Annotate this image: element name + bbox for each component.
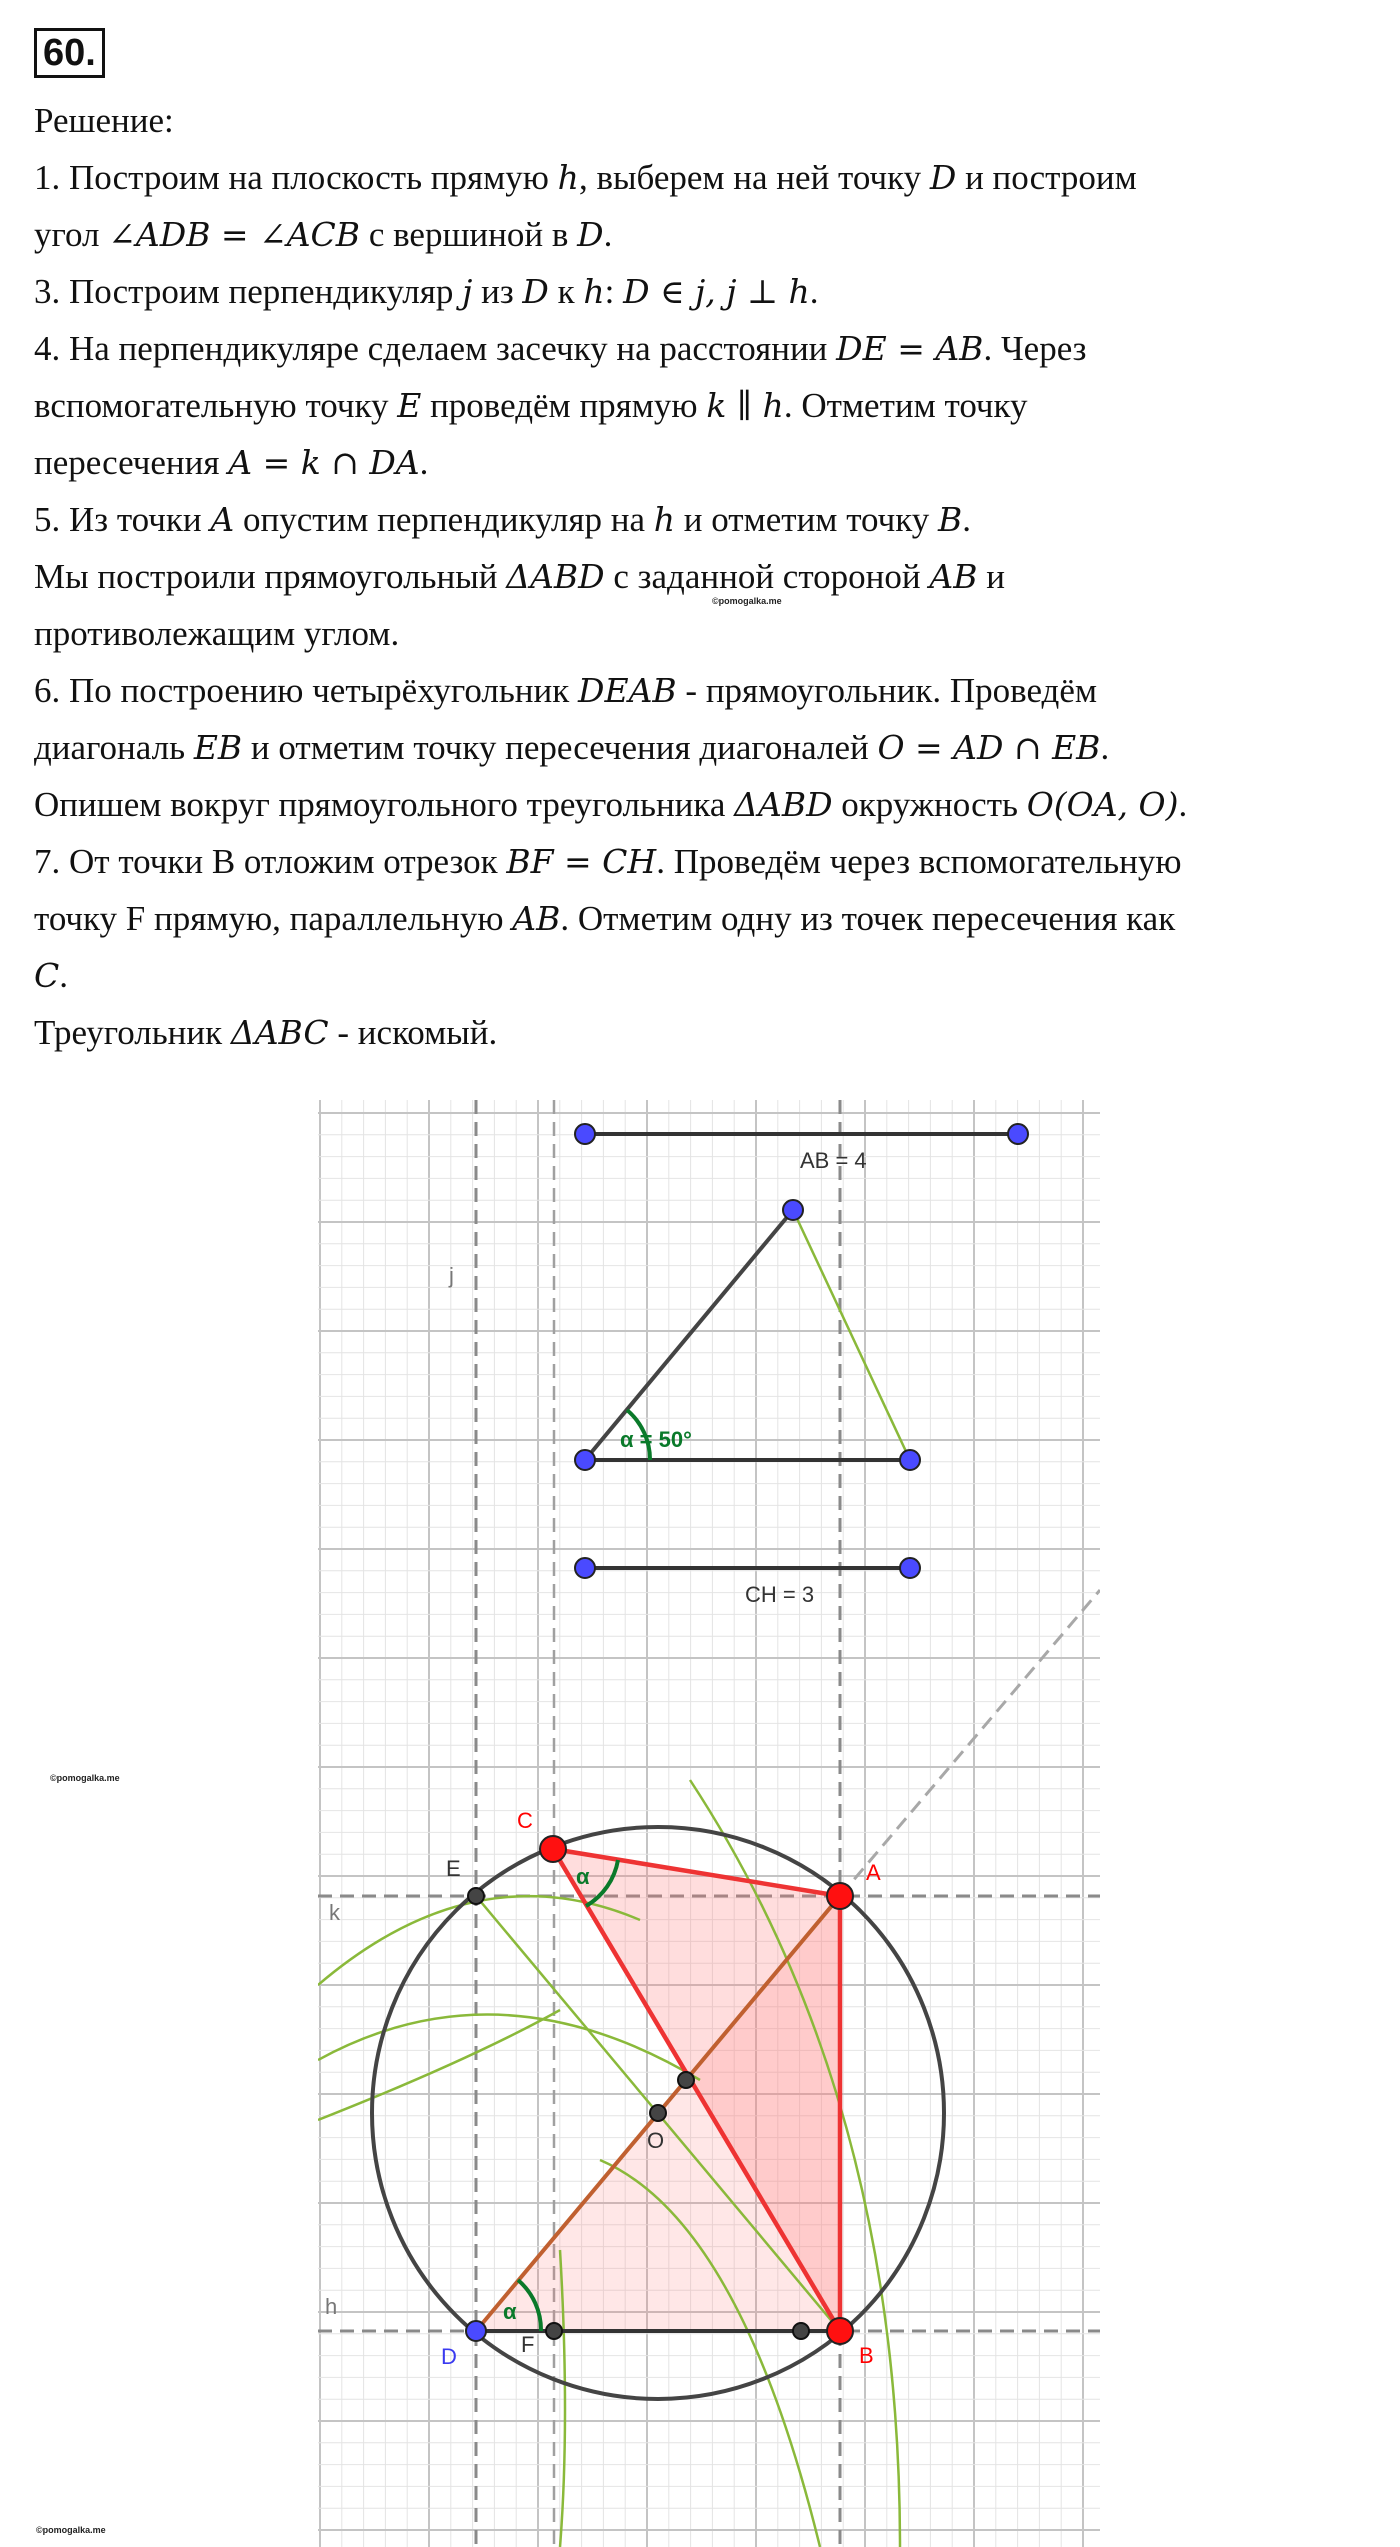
point-ch-right [900, 1558, 920, 1578]
text-run: и отметим точку [675, 500, 938, 539]
math-expression: O = AD ∩ EB [877, 728, 1101, 767]
point-o [650, 2105, 666, 2121]
text-run: точку F прямую, параллельную [34, 899, 513, 938]
solution-line [34, 947, 1384, 1004]
solution-line [34, 605, 1384, 662]
math-expression: AB [512, 899, 561, 938]
solution-line [34, 263, 1384, 320]
text-run: Опишем вокруг прямоугольного треугольника [34, 785, 735, 824]
math-expression: BF = CH [506, 842, 657, 881]
text-run: и отметим точку пересечения диагоналей [242, 728, 878, 767]
label-point-f: F [521, 2332, 535, 2357]
text-run: . [1100, 728, 1110, 767]
solution-line [34, 1004, 1384, 1061]
math-expression: D [929, 158, 957, 197]
solution-line [34, 833, 1384, 890]
point-angle-right [900, 1450, 920, 1470]
math-expression: D ∈ j, j ⊥ h [623, 272, 810, 311]
solution-line [34, 149, 1384, 206]
text-run: вспомогательную точку [34, 386, 398, 425]
math-expression: EB [193, 728, 243, 767]
math-expression: DEAB [578, 671, 677, 710]
solution-line [34, 491, 1384, 548]
label-line-h: h [325, 2294, 338, 2319]
text-run: . Через [983, 329, 1087, 368]
label-ab-length: AB = 4 [800, 1148, 867, 1173]
math-expression: h [583, 272, 605, 311]
solution-heading: Решение: [34, 101, 174, 140]
text-run: опустим перпендикуляр на [234, 500, 654, 539]
text-run: . [603, 215, 613, 254]
text-run: 6. По построению четырёхугольник [34, 671, 579, 710]
point-ab-right [1008, 1124, 1028, 1144]
text-run: - прямоугольник. Проведём [676, 671, 1098, 710]
math-expression: A [210, 500, 235, 539]
text-run: . [962, 500, 972, 539]
label-angle-c: α [576, 1864, 590, 1889]
solution-lines [34, 149, 1384, 1061]
point-g [793, 2323, 809, 2339]
math-expression: ΔABC [230, 1013, 329, 1052]
label-line-j: j [449, 1263, 454, 1288]
text-run: угол [34, 215, 109, 254]
solution-line [34, 662, 1384, 719]
math-expression: h [557, 158, 579, 197]
text-run: и [977, 557, 1005, 596]
text-run: с вершиной в [360, 215, 578, 254]
label-point-a: A [866, 1860, 881, 1885]
solution-line [34, 377, 1384, 434]
solution-line [34, 548, 1384, 605]
point-angle-vertex [575, 1450, 595, 1470]
math-expression: j [462, 272, 473, 311]
point-b [827, 2318, 853, 2344]
label-point-e: E [446, 1856, 461, 1881]
text-run: . Проведём через вспомогательную [656, 842, 1182, 881]
text-run: : [604, 272, 624, 311]
text-run: с заданной стороной [604, 557, 930, 596]
text-run: . [809, 272, 819, 311]
label-angle-given: α = 50° [620, 1427, 692, 1452]
watermark: ©pomogalka.me [712, 596, 782, 606]
math-expression: ΔABD [506, 557, 605, 596]
text-run: окружность [832, 785, 1027, 824]
math-expression: AB [929, 557, 978, 596]
text-run: и построим [956, 158, 1137, 197]
text-run: . [59, 956, 68, 995]
text-run: 4. На перпендикуляре сделаем засечку на расстоянии [34, 329, 837, 368]
math-expression: O(OA, O) [1026, 785, 1179, 824]
segment-green-top [793, 1210, 910, 1460]
text-run: Треугольник [34, 1013, 231, 1052]
text-run: к [548, 272, 584, 311]
arc-bf [318, 2010, 560, 2120]
label-point-b: B [859, 2343, 874, 2368]
point-ch-left [575, 1558, 595, 1578]
text-run: Мы построили прямоугольный [34, 557, 507, 596]
math-expression: B [938, 500, 963, 539]
point-c [540, 1836, 566, 1862]
watermark: ©pomogalka.me [50, 1773, 120, 1783]
solution-line [34, 434, 1384, 491]
point-e [468, 1888, 484, 1904]
text-run: проведём прямую [421, 386, 707, 425]
math-expression: h [653, 500, 676, 539]
text-run: 1. Построим на плоскость прямую [34, 158, 558, 197]
text-run: 7. От точки В отложим отрезок [34, 842, 507, 881]
text-run: . Отметим точку [783, 386, 1028, 425]
point-ab-left [575, 1124, 595, 1144]
math-expression: k ∥ h [706, 386, 784, 425]
text-run: 3. Построим перпендикуляр [34, 272, 463, 311]
label-point-d: D [441, 2344, 457, 2369]
point-angle-top [783, 1200, 803, 1220]
solution-line [34, 719, 1384, 776]
math-expression: E [397, 386, 422, 425]
point-intersection [678, 2072, 694, 2088]
solution-line [34, 206, 1384, 263]
solution-text [34, 92, 1384, 1061]
label-line-k: k [329, 1900, 340, 1925]
math-expression: ΔABD [734, 785, 833, 824]
text-run: . [419, 443, 429, 482]
text-run: - искомый. [328, 1013, 498, 1052]
angle-ray-1 [585, 1210, 793, 1460]
text-run: , выберем на ней точку [578, 158, 930, 197]
solution-line [34, 776, 1384, 833]
label-point-o: O [647, 2128, 665, 2153]
solution-line [34, 320, 1384, 377]
text-run: из [472, 272, 523, 311]
text-run: 5. Из точки [34, 500, 211, 539]
solution-line [34, 890, 1384, 947]
math-expression: ∠ADB = ∠ACB [108, 215, 361, 254]
math-expression: C [34, 956, 60, 995]
math-expression: D [522, 272, 549, 311]
label-angle-d: α [503, 2299, 517, 2324]
text-run: пересечения [34, 443, 229, 482]
math-expression: D [577, 215, 604, 254]
watermark: ©pomogalka.me [36, 2525, 106, 2535]
point-a [827, 1883, 853, 1909]
problem-number: 60. [34, 28, 105, 78]
label-ch-length: CH = 3 [745, 1582, 815, 1607]
text-run: диагональ [34, 728, 194, 767]
math-expression: A = k ∩ DA [228, 443, 420, 482]
label-point-c: C [517, 1808, 533, 1833]
math-expression: DE = AB [836, 329, 984, 368]
text-run: . [1178, 785, 1188, 824]
point-d [466, 2321, 486, 2341]
point-f [546, 2323, 562, 2339]
text-run: . Отметим одну из точек пересечения как [560, 899, 1176, 938]
construction-figure [318, 1100, 1100, 2547]
text-run: противолежащим углом. [34, 614, 400, 653]
